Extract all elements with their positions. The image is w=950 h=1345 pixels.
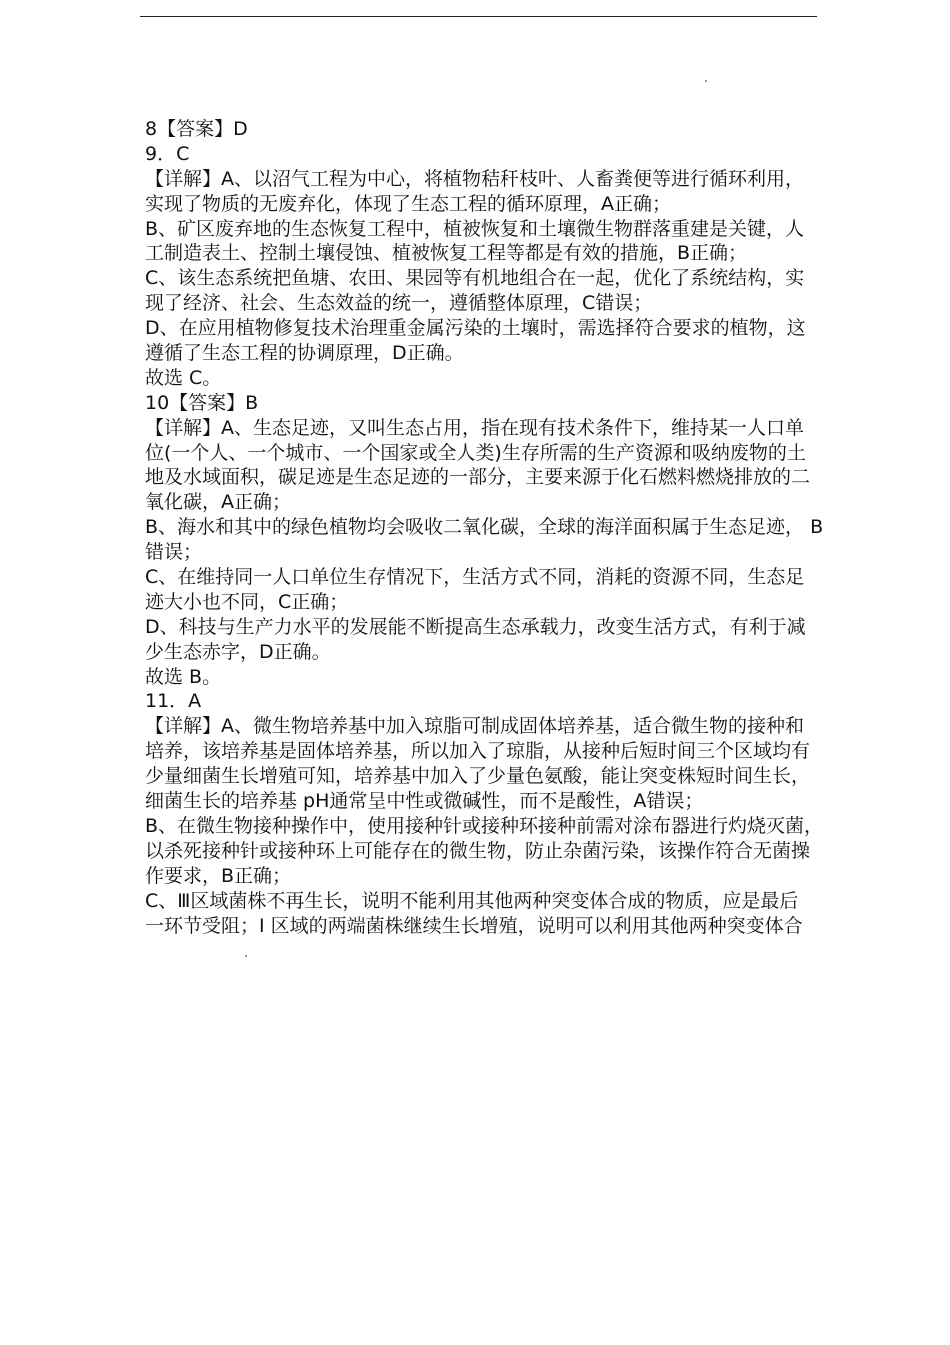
text-line: 以杀死接种针或接种环上可能存在的微生物，防止杂菌污染，该操作符合无菌操 [145, 839, 811, 862]
text-line: 培养，该培养基是固体培养基，所以加入了琼脂，从接种后短时间三个区域均有 [145, 740, 811, 763]
text-line: D、科技与生产力水平的发展能不断提高生态承载力，改变生活方式，有利于减 [145, 615, 806, 638]
text-line: C、该生态系统把鱼塘、农田、果园等有机地组合在一起，优化了系统结构，实 [145, 267, 805, 290]
text-line: 8【答案】D [145, 118, 248, 140]
text-line: C、Ⅲ区域菌株不再生长，说明不能利用其他两种突变体合成的物质，应是最后 [145, 889, 799, 912]
text-line: 10【答案】B [145, 391, 259, 414]
header-rule [140, 16, 817, 17]
text-line: 【详解】A、微生物培养基中加入琼脂可制成固体培养基，适合微生物的接种和 [145, 715, 804, 738]
text-line: 作要求，B正确； [145, 864, 292, 887]
text-line: D、在应用植物修复技术治理重金属污染的土壤时，需选择符合要求的植物，这 [145, 317, 806, 340]
page-mark-dot [705, 80, 707, 82]
text-line: 少生态赤字，D正确。 [145, 640, 331, 663]
text-line: 【详解】A、以沼气工程为中心，将植物秸秆枝叶、人畜粪便等进行循环利用， [145, 167, 804, 190]
text-line: 【详解】A、生态足迹，又叫生态占用，指在现有技术条件下，维持某一人口单 [145, 416, 804, 439]
text-line: 一环节受阻；Ⅰ 区域的两端菌株继续生长增殖，说明可以利用其他两种突变体合 [145, 914, 803, 937]
text-line: 地及水域面积，碳足迹是生态足迹的一部分，主要来源于化石燃料燃烧排放的二 [145, 466, 811, 489]
text-line: 工制造表土、控制土壤侵蚀、植被恢复工程等都是有效的措施，B正确； [145, 242, 748, 265]
text-line: 少量细菌生长增殖可知，培养基中加入了少量色氨酸，能让突变株短时间生长， [145, 765, 811, 788]
page-mark-dot [245, 955, 247, 957]
text-line: 故选 C。 [145, 366, 222, 389]
text-line: 9．C [145, 142, 190, 165]
text-line: 错误； [145, 541, 203, 564]
text-line: B、在微生物接种操作中，使用接种针或接种环接种前需对涂布器进行灼烧灭菌， [145, 814, 824, 837]
text-line: B、矿区废弃地的生态恢复工程中，植被恢复和土壤微生物群落重建是关键，人 [145, 217, 805, 240]
text-line: 11．A [145, 690, 202, 713]
text-line: 位(一个人、一个城市、一个国家或全人类)生存所需的生产资源和吸纳废物的土 [145, 441, 806, 464]
text-line: 氧化碳，A正确； [145, 491, 291, 514]
text-line: 实现了物质的无废弃化，体现了生态工程的循环原理，A正确； [145, 192, 671, 215]
text-line: 故选 B。 [145, 665, 222, 688]
text-line: 迹大小也不同，C正确； [145, 590, 349, 613]
text-line: C、在维持同一人口单位生存情况下，生活方式不同，消耗的资源不同，生态足 [145, 566, 805, 589]
text-line: B、海水和其中的绿色植物均会吸收二氧化碳，全球的海洋面积属于生态足迹， B [145, 516, 824, 539]
text-line: 遵循了生态工程的协调原理，D正确。 [145, 342, 464, 365]
text-line: 细菌生长的培养基 pH通常呈中性或微碱性，而不是酸性，A错误； [145, 790, 704, 813]
document-body [145, 117, 825, 938]
text-line: 现了经济、社会、生态效益的统一，遵循整体原理，C错误； [145, 292, 653, 315]
